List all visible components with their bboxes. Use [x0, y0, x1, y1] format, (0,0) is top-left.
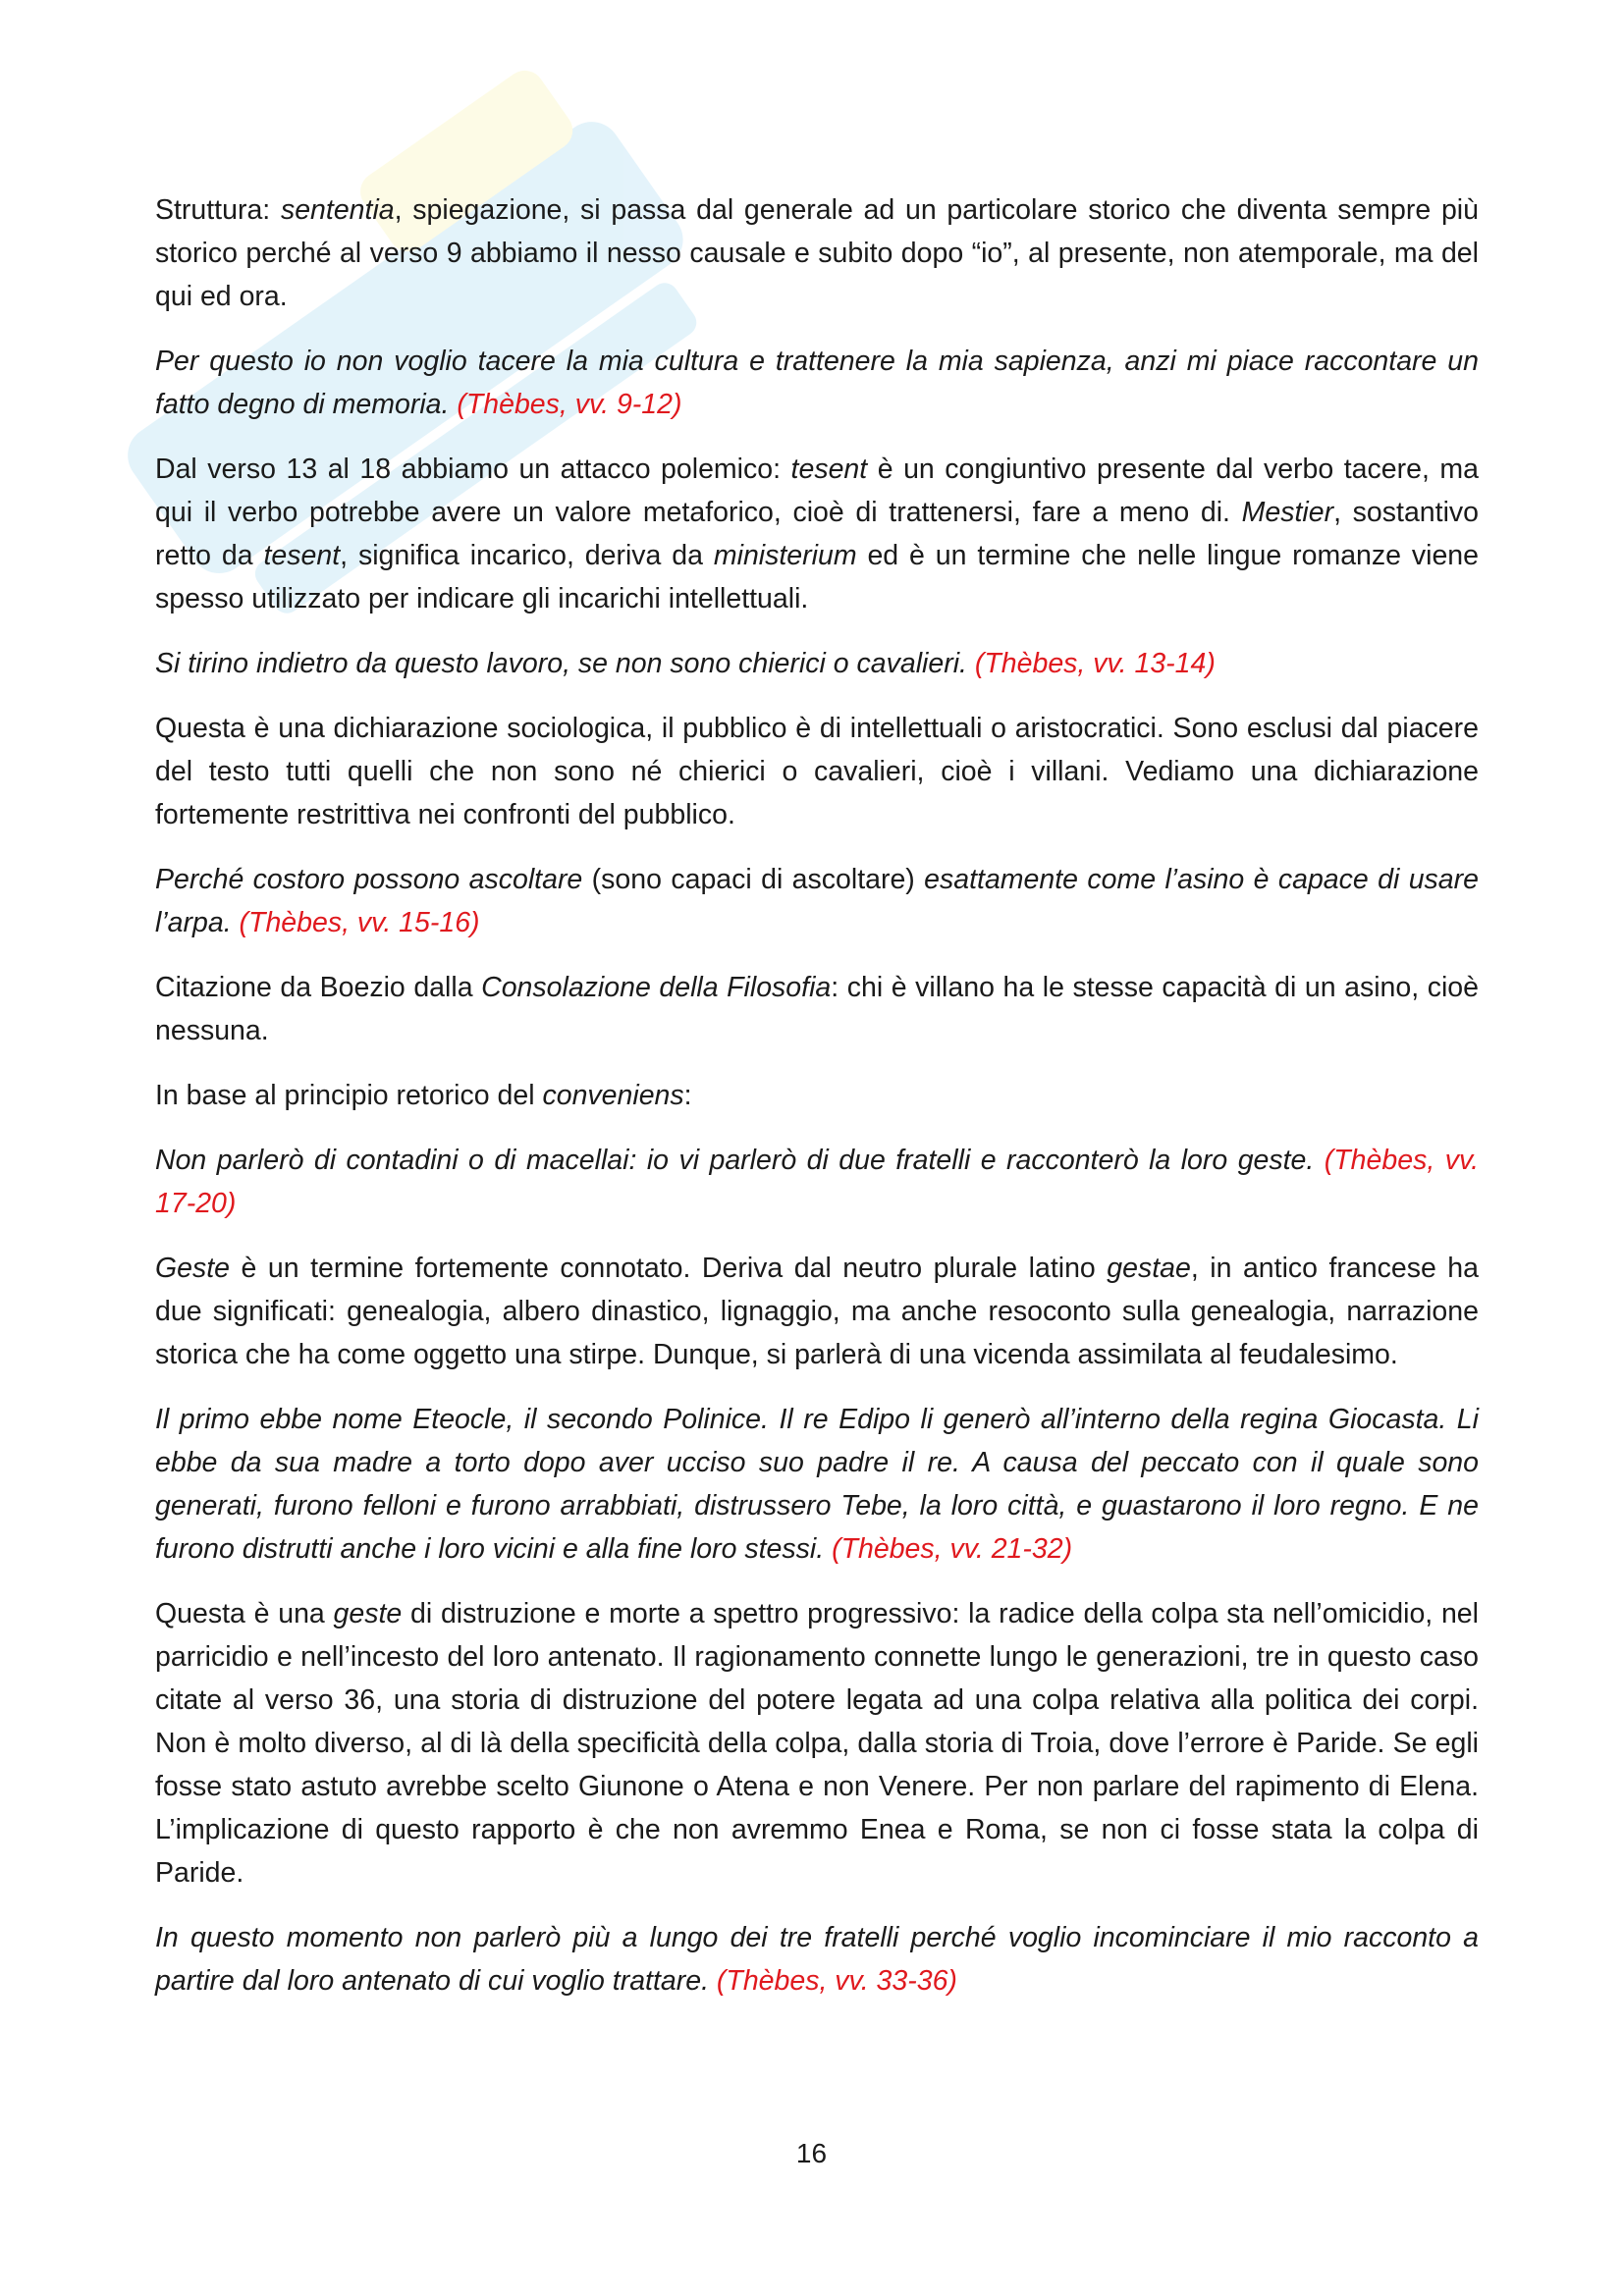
text-segment: ed è un termine che nelle lingue romanze viene spesso utilizzato per indicare gli incarichi intellettuali.: [155, 540, 1480, 614]
italic-text: sententia: [280, 194, 395, 226]
text-segment: (sono capaci di ascoltare): [582, 864, 925, 895]
italic-text: conveniens: [542, 1080, 684, 1111]
quotation-paragraph: [155, 1398, 1479, 1571]
verse-reference: (Thèbes, vv. 17-20): [155, 1145, 1479, 1219]
verse-reference: (Thèbes, vv. 33-36): [716, 1965, 957, 1997]
text-segment: In base al principio retorico del: [155, 1080, 543, 1111]
italic-text: Per questo io non voglio tacere la mia cultura e trattenere la mia sapienza, anzi mi piace raccontare un fatto degno di memoria.: [155, 346, 1479, 420]
italic-text: Perché costoro possono ascoltare: [155, 864, 583, 895]
text-segment: , significa incarico, deriva da: [340, 540, 714, 571]
text-segment: Questa è una dichiarazione sociologica, il pubblico è di intellettuali o aristocratici. Sono esclusi dal piacere del testo tutti quelli che non sono né chierici o cavalieri, cioè i villani. Vediamo una dichiarazione fortemente restrittiva nei confronti del pubblico.: [155, 713, 1479, 830]
quotation-paragraph: [155, 642, 1479, 685]
text-segment: , spiegazione, si passa dal generale ad un particolare storico che diventa sempre più storico perché al verso 9 abbiamo il nesso causale e subito dopo “io”, al presente, non atemporale, ma del qui ed ora.: [155, 194, 1479, 312]
verse-reference: (Thèbes, vv. 9-12): [457, 389, 682, 420]
text-segment: è un congiuntivo presente dal verbo tacere, ma qui il verbo potrebbe avere un valore metaforico, cioè di trattenersi, fare a meno di.: [155, 454, 1479, 528]
verse-reference: (Thèbes, vv. 21-32): [832, 1533, 1073, 1565]
body-paragraph: [155, 1592, 1479, 1895]
quotation-paragraph: [155, 340, 1479, 426]
verse-reference: (Thèbes, vv. 13-14): [974, 648, 1216, 679]
body-paragraph: [155, 448, 1479, 620]
quotation-paragraph: [155, 1916, 1479, 2002]
text-segment: Dal verso 13 al 18 abbiamo un attacco polemico:: [155, 454, 791, 485]
body-paragraph: [155, 707, 1479, 836]
italic-text: Il primo ebbe nome Eteocle, il secondo Polinice. Il re Edipo li generò all’interno della regina Giocasta. Li ebbe da sua madre a torto dopo aver ucciso suo padre il re. A causa del peccato con il quale sono generati, furono felloni e furono arrabbiati, distrussero Tebe, la loro città, e guastarono il loro regno. E ne furono distrutti anche i loro vicini e alla fine loro stessi.: [155, 1404, 1479, 1565]
text-segment: Questa è una: [155, 1598, 334, 1629]
text-segment: di distruzione e morte a spettro progressivo: la radice della colpa sta nell’omicidio, nel parricidio e nell’incesto del loro antenato. Il ragionamento connette lungo le generazioni, tre in questo caso citate al verso 36, una storia di distruzione del potere legata ad una colpa relativa alla politica dei corpi. Non è molto diverso, al di là della specificità della colpa, dalla storia di Troia, dove l’errore è Paride. Se egli fosse stato astuto avrebbe scelto Giunone o Atena e non Venere. Per non parlare del rapimento di Elena. L’implicazione di questo rapporto è che non avremmo Enea e Roma, se non ci fosse stata la colpa di Paride.: [155, 1598, 1479, 1889]
italic-text: Consolazione della Filosofia: [481, 972, 832, 1003]
quotation-paragraph: [155, 1139, 1479, 1225]
italic-text: gestae: [1107, 1253, 1191, 1284]
text-segment: , in antico francese ha due significati: genealogia, albero dinastico, lignaggio, ma anche resoconto sulla genealogia, narrazione storica che ha come oggetto una stirpe. Dunque, si parlerà di una vicenda assimilata al feudalesimo.: [155, 1253, 1479, 1370]
italic-text: Non parlerò di contadini o di macellai: io vi parlerò di due fratelli e racconterò la loro geste.: [155, 1145, 1325, 1176]
body-paragraph: [155, 188, 1479, 318]
body-text: [155, 188, 1479, 2024]
text-segment: :: [683, 1080, 692, 1111]
italic-text: ministerium: [713, 540, 857, 571]
italic-text: tesent: [263, 540, 341, 571]
body-paragraph: [155, 1074, 1479, 1117]
italic-text: geste: [333, 1598, 403, 1629]
body-paragraph: [155, 966, 1479, 1052]
verse-reference: (Thèbes, vv. 15-16): [239, 907, 480, 938]
italic-text: Mestier: [1241, 497, 1334, 528]
italic-text: tesent: [790, 454, 868, 485]
italic-text: In questo momento non parlerò più a lungo dei tre fratelli perché voglio incominciare il mio racconto a partire dal loro antenato di cui voglio trattare.: [155, 1922, 1479, 1997]
body-paragraph: [155, 1247, 1479, 1376]
text-segment: : chi è villano ha le stesse capacità di un asino, cioè nessuna.: [155, 972, 1480, 1046]
italic-text: Geste: [155, 1253, 231, 1284]
text-segment: è un termine fortemente connotato. Deriva dal neutro plurale latino: [230, 1253, 1108, 1284]
text-segment: , sostantivo retto da: [155, 497, 1480, 571]
text-segment: Struttura:: [155, 194, 281, 226]
italic-text: Si tirino indietro da questo lavoro, se non sono chierici o cavalieri.: [155, 648, 975, 679]
italic-text: esattamente come l’asino è capace di usare l’arpa.: [155, 864, 1479, 938]
quotation-paragraph: [155, 858, 1479, 944]
page-number: 16: [795, 2138, 828, 2168]
text-segment: Citazione da Boezio dalla: [155, 972, 482, 1003]
